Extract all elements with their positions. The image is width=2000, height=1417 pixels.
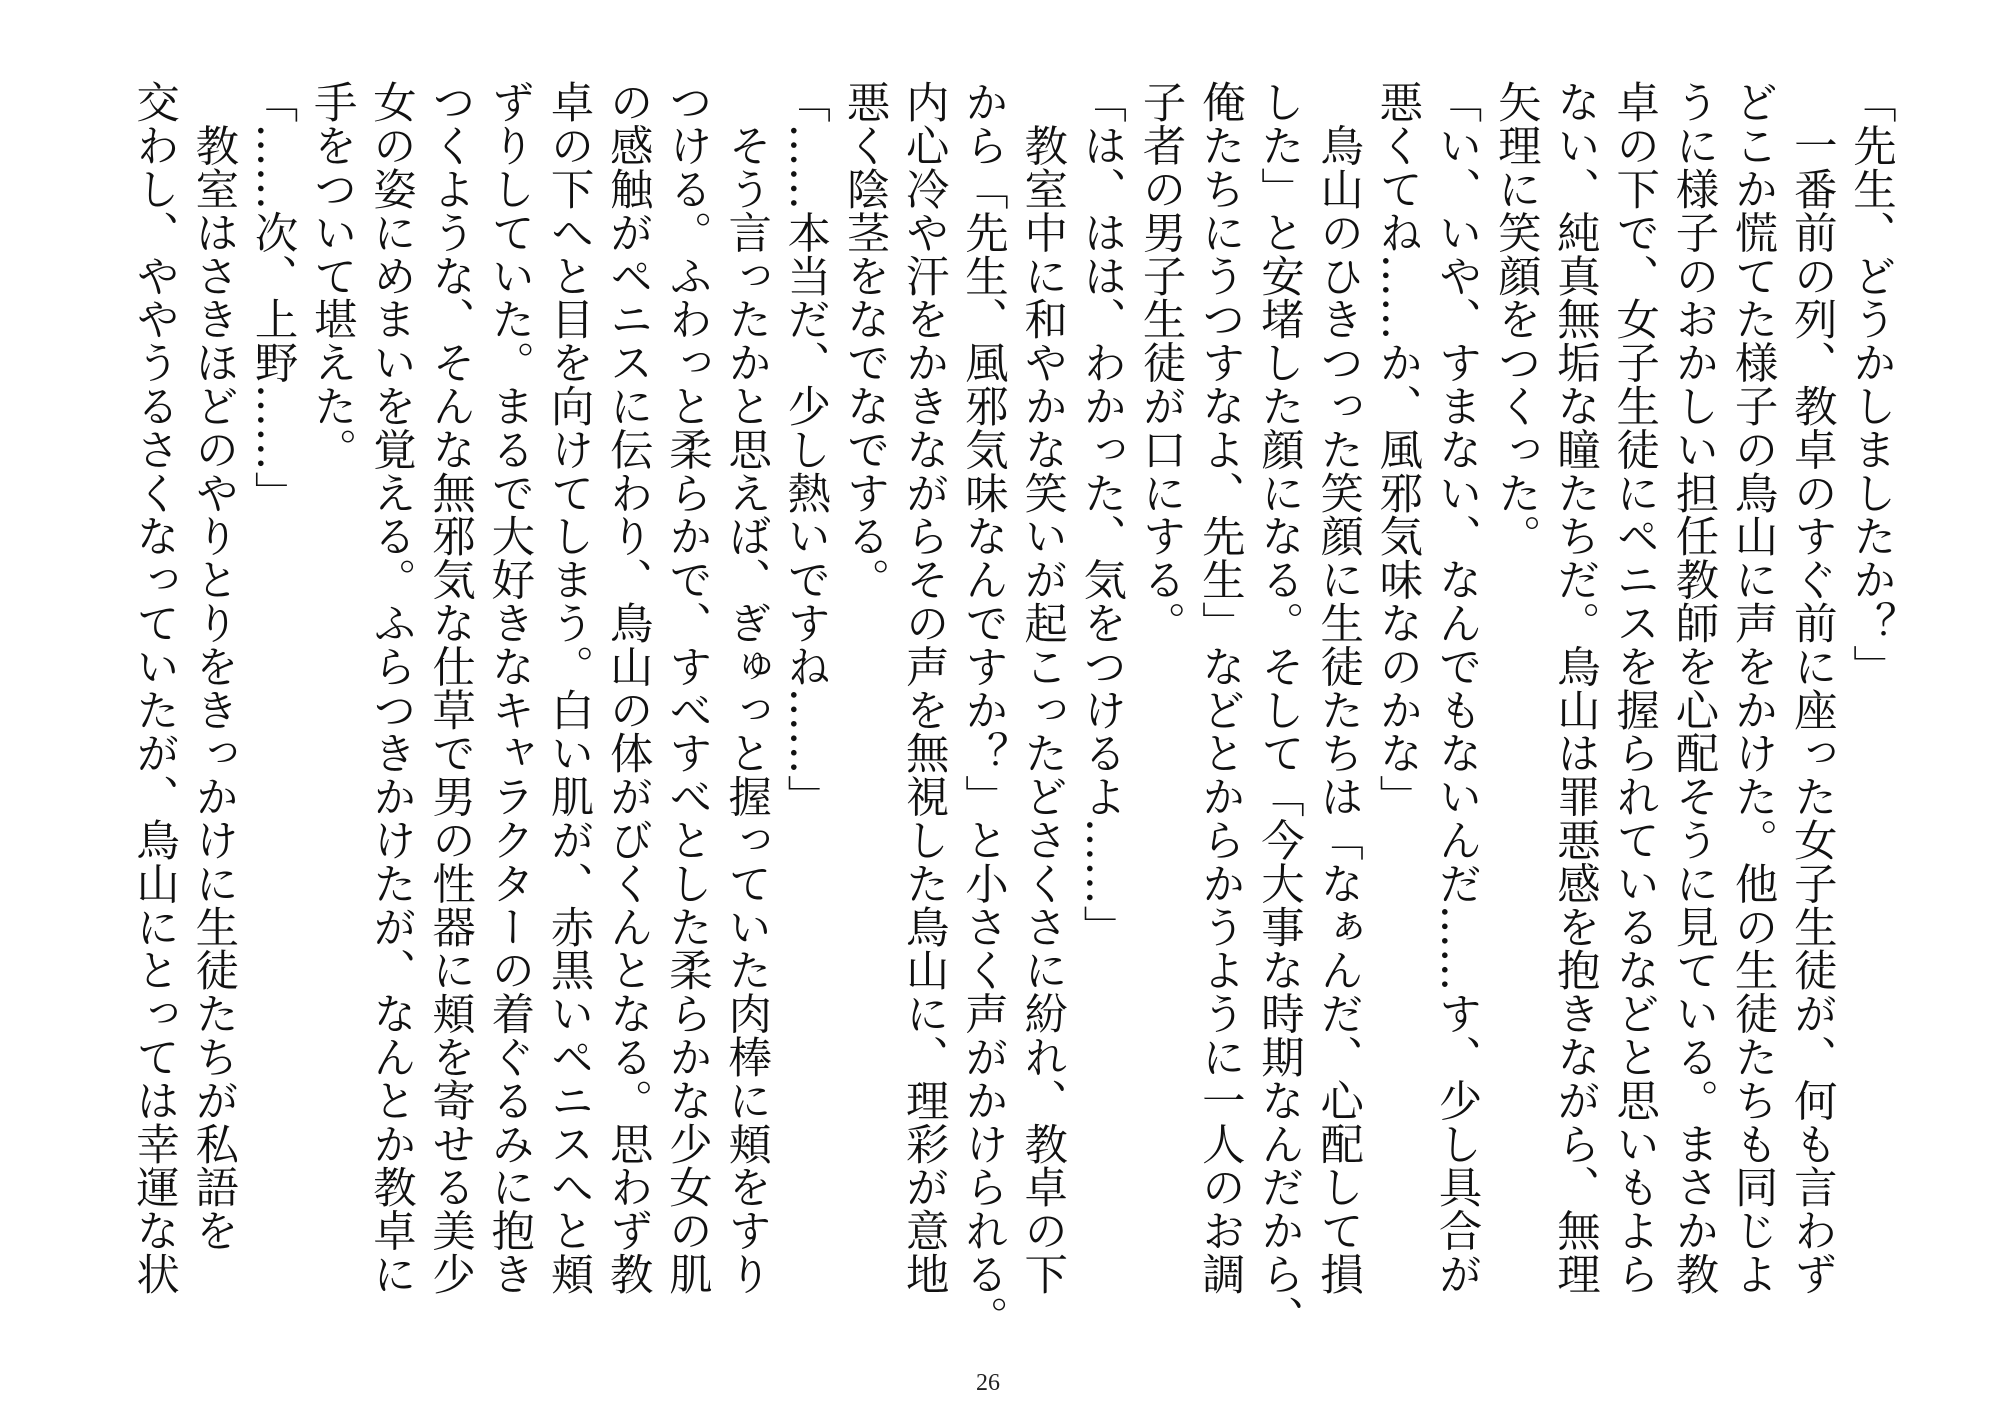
text-column: 「……次、上野……」	[247, 80, 298, 514]
vertical-text-body	[124, 80, 1900, 1339]
text-column: 教室中に和やかな笑いが起こったどさくさに紛れ、教卓の下	[1017, 80, 1068, 1296]
text-column: 悪く陰茎をなでなでする。	[839, 80, 890, 601]
text-column: 悪くてね……か、風邪気味なのかな」	[1372, 80, 1423, 818]
text-column: 教室はさきほどのやりとりをきっかけに生徒たちが私語を	[188, 80, 239, 1252]
text-column: つくような、そんな無邪気な仕草で男の性器に頬を寄せる美少	[425, 80, 476, 1296]
text-column: 内心冷や汗をかきながらその声を無視した鳥山に、理彩が意地	[898, 80, 949, 1296]
text-column: 卓の下へと目を向けてしまう。白い肌が、赤黒いペニスへと頬	[543, 80, 594, 1296]
text-column: 「……本当だ、少し熱いですね……」	[780, 80, 831, 818]
text-column: 「は、はは、わかった、気をつけるよ……」	[1076, 80, 1127, 948]
text-column: 手をついて堪えた。	[306, 80, 357, 471]
text-column: の感触がペニスに伝わり、鳥山の体がびくんとなる。思わず教	[602, 80, 653, 1296]
text-column: 交わし、ややうるさくなっていたが、鳥山にとっては幸運な状	[129, 80, 180, 1296]
text-column: 「先生、どうかしましたか？」	[1846, 80, 1896, 688]
text-column: 「い、いや、すまない、なんでもないんだ……す、少し具合が	[1431, 80, 1482, 1296]
text-column: から「先生、風邪気味なんですか？」と小さく声がかけられる。	[957, 80, 1008, 1339]
text-column: 矢理に笑顔をつくった。	[1490, 80, 1541, 558]
text-column: 鳥山のひきつった笑顔に生徒たちは「なぁんだ、心配して損	[1313, 80, 1364, 1296]
text-column: どこか慌てた様子の鳥山に声をかけた。他の生徒たちも同じよ	[1727, 80, 1778, 1296]
page-number: 26	[976, 1370, 1000, 1396]
text-column: 一番前の列、教卓のすぐ前に座った女子生徒が、何も言わず	[1786, 80, 1837, 1296]
text-column: 俺たちにうつすなよ、先生」などとからかうように一人のお調	[1194, 80, 1245, 1296]
text-column: ない、純真無垢な瞳たちだ。鳥山は罪悪感を抱きながら、無理	[1549, 80, 1600, 1296]
text-column: ずりしていた。まるで大好きなキャラクターの着ぐるみに抱き	[484, 80, 535, 1296]
text-column: そう言ったかと思えば、ぎゅっと握っていた肉棒に頬をすり	[721, 80, 772, 1296]
text-column: 子者の男子生徒が口にする。	[1135, 80, 1186, 645]
text-column: 卓の下で、女子生徒にペニスを握られているなどと思いもよら	[1609, 80, 1660, 1296]
text-column: 女の姿にめまいを覚える。ふらつきかけたが、なんとか教卓に	[365, 80, 416, 1296]
text-column: した」と安堵した顔になる。そして「今大事な時期なんだから、	[1253, 80, 1304, 1339]
text-column: うに様子のおかしい担任教師を心配そうに見ている。まさか教	[1668, 80, 1719, 1296]
text-column: つける。ふわっと柔らかで、すべすべとした柔らかな少女の肌	[661, 80, 712, 1296]
